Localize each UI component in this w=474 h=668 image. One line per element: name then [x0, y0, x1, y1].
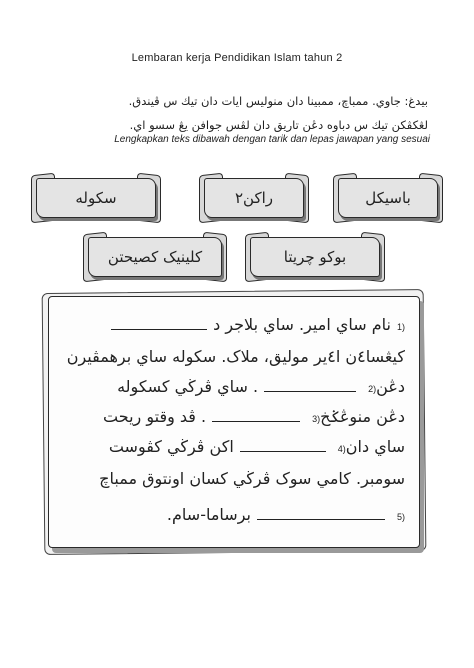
blank-number-1: (1	[396, 322, 405, 332]
passage-line-7	[167, 505, 405, 524]
passage-text-3a: دڠن	[376, 377, 405, 396]
instruction-malay: Lengkapkan teks dibawah dengan tarik dan lepas jawapan yang sesuai	[114, 134, 430, 145]
blank-number-3: (3	[312, 414, 321, 424]
answer-card-klinik-kesihatan[interactable]: كلينيک كصيحتن	[88, 237, 222, 277]
drop-blank-2[interactable]	[264, 390, 356, 392]
worksheet-title: Lembaran kerja Pendidikan Islam tahun 2	[131, 52, 343, 64]
passage-text-3b: . ساي ڤرڬي كسكوله	[117, 377, 259, 396]
passage-text-5a: ساي دان	[345, 437, 405, 456]
answer-card-basikal[interactable]: باسيكل	[338, 178, 438, 218]
drop-blank-1[interactable]	[111, 328, 207, 330]
passage-text-5b: اكن ڤرڬي كڤوست	[108, 437, 234, 456]
passage-box	[48, 296, 420, 548]
passage-line-4	[103, 407, 405, 426]
answer-card-sekolah[interactable]: سكوله	[36, 178, 156, 218]
passage-text-4a: دڠن منوڠݢخ	[320, 407, 405, 426]
passage-text-2: كيڠسا٤ن ا٤ير موليق، ملاک. سكوله ساي برهمڤيرن	[66, 347, 405, 366]
instruction-jawi: لڠكڤكن تيك س دباوه دڠن تاريق دان لڤس جوافن يڠ سسو اي.	[129, 118, 428, 132]
passage-text-7: برساما-سام.	[166, 505, 251, 524]
answer-card-buku-cerita[interactable]: بوكو چريتا	[250, 237, 380, 277]
passage-line-3	[117, 377, 405, 396]
blank-number-4: (4	[337, 444, 346, 454]
blank-number-5: (5	[396, 512, 405, 522]
passage-line-5	[109, 437, 405, 456]
passage-line-6	[99, 469, 405, 488]
drop-blank-3[interactable]	[212, 420, 300, 422]
passage-line-1	[105, 315, 405, 334]
instruction-skill: بيدغ: جاوي. ممباچ، ممبينا دان منوليس ايات دان تيك س ڤيندق.	[128, 94, 428, 108]
answer-card-rakan-rakan[interactable]: راكن٢	[204, 178, 304, 218]
passage-line-2	[67, 347, 405, 366]
drop-blank-4[interactable]	[240, 450, 326, 452]
drop-blank-5[interactable]	[257, 518, 385, 520]
passage-text-1: نام ساي امير. ساي بلاجر د	[213, 315, 391, 334]
blank-number-2: (2	[368, 384, 377, 394]
passage-text-6: سومبر. كامي سوک ڤرڬي كسان اونتوق ممباچ	[99, 469, 405, 488]
passage-text-4b: . ڤد وقتو ريحت	[103, 407, 207, 426]
